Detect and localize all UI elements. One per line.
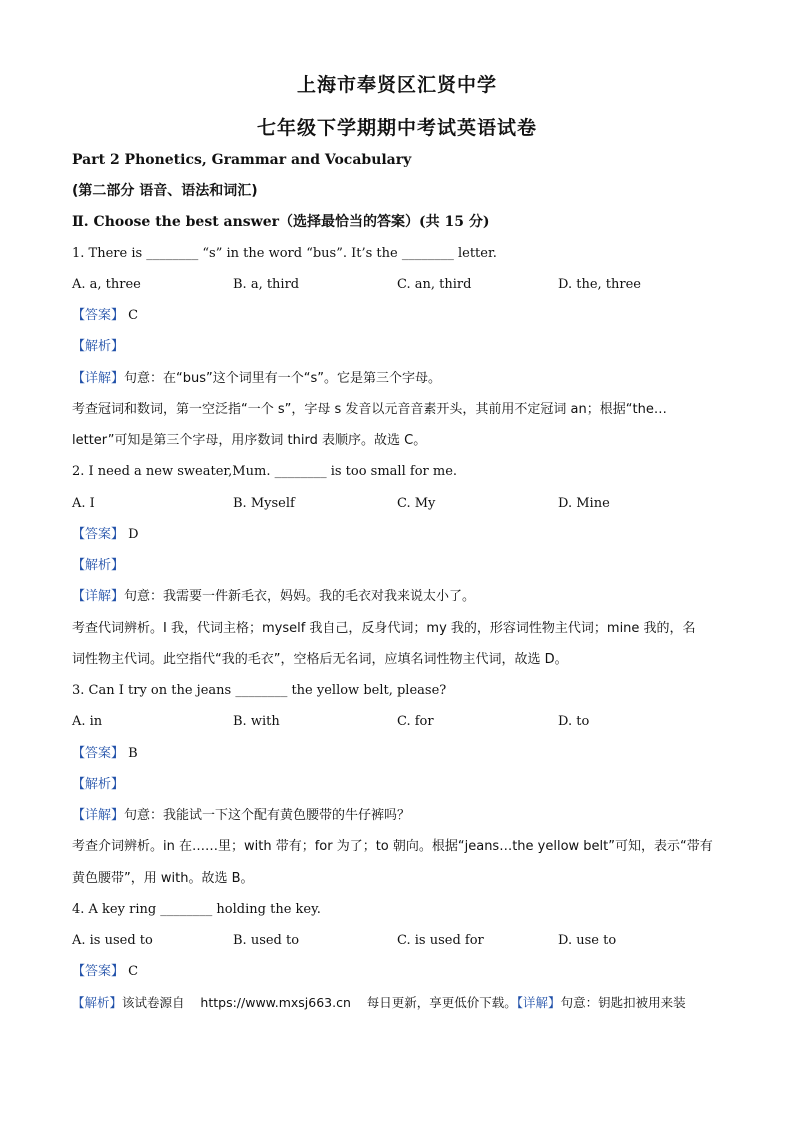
option-d: D. Mine <box>558 496 610 511</box>
answer-line <box>72 307 138 325</box>
detail-text: 句意：我需要一件新毛衣，妈妈。我的毛衣对我来说太小了。 <box>124 589 476 604</box>
analysis-text: 该试卷源自 https://www.mxsj663.cn 每日更新，享更低价下载。 <box>122 995 517 1010</box>
detail-line <box>72 370 441 388</box>
answer-tag: 【答案】 <box>72 527 125 542</box>
option-a: A. a, three <box>72 277 141 292</box>
answer-value: C <box>128 308 139 323</box>
explanation-line: 黄色腰带”，用 with。故选 B。 <box>72 871 254 886</box>
option-b: B. Myself <box>233 496 295 511</box>
detail-text: 句意：钥匙扣被用来装 <box>560 995 686 1010</box>
detail-tag: 【详解】 <box>72 808 125 823</box>
option-d: D. use to <box>558 933 617 948</box>
option-b: B. a, third <box>233 277 300 292</box>
analysis-tag: 【解析】 <box>72 558 125 573</box>
detail-tag: 【详解】 <box>72 371 125 386</box>
option-d: D. to <box>558 714 590 729</box>
option-c: C. My <box>397 496 436 511</box>
school-title: 上海市奉贤区汇贤中学 <box>296 74 497 96</box>
option-a: A. is used to <box>72 933 153 948</box>
detail-line <box>72 807 410 825</box>
answer-line <box>72 526 139 544</box>
answer-line <box>72 963 138 981</box>
analysis-tag: 【解析】 <box>72 339 125 354</box>
answer-value: D <box>128 527 139 542</box>
answer-tag: 【答案】 <box>72 308 125 323</box>
detail-line <box>72 588 475 606</box>
detail-text: 句意：我能试一下这个配有黄色腰带的牛仔裤吗？ <box>124 808 411 823</box>
detail-text: 句意：在“bus”这个词里有一个“s”。它是第三个字母。 <box>124 371 441 386</box>
explanation-line: 考查代词辨析。I 我，代词主格；myself 我自己，反身代词；my 我的，形容词性物主代词；mine 我的，名 <box>72 621 696 636</box>
part-subtitle: (第二部分 语音、语法和词汇) <box>72 183 258 199</box>
question-stem: 1. There is ________ “s” in the word “bus”. It’s the ________ letter. <box>72 246 497 261</box>
question-stem: 2. I need a new sweater,Mum. ________ is too small for me. <box>72 464 458 479</box>
analysis-line <box>72 557 124 575</box>
option-c: C. is used for <box>397 933 484 948</box>
analysis-line <box>72 994 686 1012</box>
option-d: D. the, three <box>558 277 641 292</box>
analysis-line <box>72 338 124 356</box>
option-c: C. an, third <box>397 277 472 292</box>
question-stem: 3. Can I try on the jeans ________ the yellow belt, please? <box>72 683 447 698</box>
answer-tag: 【答案】 <box>72 964 125 979</box>
answer-value: C <box>128 964 139 979</box>
exam-title: 七年级下学期期中考试英语试卷 <box>256 117 537 139</box>
analysis-tag: 【解析】 <box>72 777 125 792</box>
question-stem: 4. A key ring ________ holding the key. <box>72 902 321 917</box>
explanation-line: 考查介词辨析。in 在……里；with 带有；for 为了；to 朝向。根据“jeans…the yellow belt”可知，表示“带有 <box>72 839 713 854</box>
option-a: A. I <box>72 496 95 511</box>
analysis-line <box>72 776 124 794</box>
option-c: C. for <box>397 714 434 729</box>
answer-value: B <box>128 746 138 761</box>
detail-tag: 【详解】 <box>516 995 561 1010</box>
analysis-tag: 【解析】 <box>72 995 123 1010</box>
part-title: Part 2 Phonetics, Grammar and Vocabulary <box>72 152 412 168</box>
option-b: B. with <box>233 714 280 729</box>
explanation-line: letter”可知是第三个字母，用序数词 third 表顺序。故选 C。 <box>72 433 427 448</box>
explanation-line: 词性物主代词。此空指代“我的毛衣”，空格后无名词，应填名词性物主代词，故选 D。 <box>72 652 568 667</box>
detail-tag: 【详解】 <box>72 589 125 604</box>
answer-tag: 【答案】 <box>72 746 125 761</box>
explanation-line: 考查冠词和数词，第一空泛指“一个 s”，字母 s 发音以元音音素开头，其前用不定冠词 an；根据“the… <box>72 402 667 417</box>
option-a: A. in <box>72 714 103 729</box>
section-heading: Ⅱ. Choose the best answer（选择最恰当的答案）(共 15 分) <box>72 214 490 230</box>
answer-line <box>72 745 138 763</box>
option-b: B. used to <box>233 933 300 948</box>
